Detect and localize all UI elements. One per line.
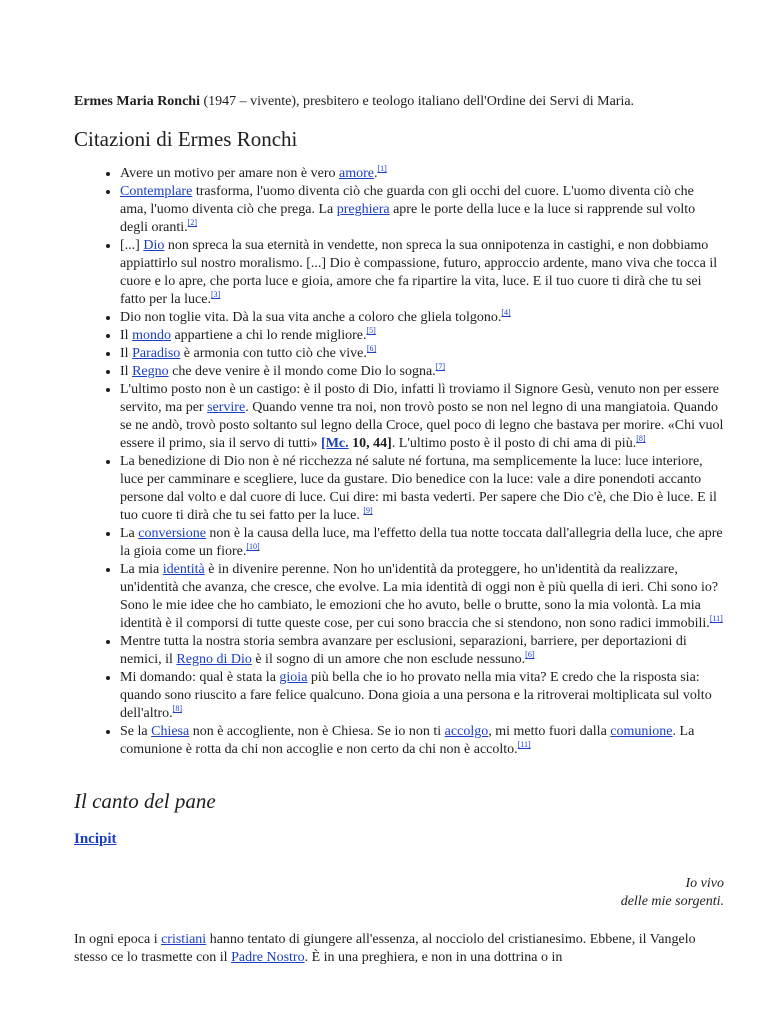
wiki-link[interactable]: preghiera	[336, 202, 390, 217]
text-run: è in divenire perenne. Non ho un'identità da proteggere, ho un'identità da realizzare, un'identità che avanza, che cresce, che evolve. La mia identità di oggi non è più quella di ieri. Chi sono io? Sono le mie idee che ho cambiato, le emozioni che ho avuto, belle o brutte, sono la mia volontà. La mia identità è il comporsi di tutte queste cose, per cui sono braccia che si stendono, non sono radici immobili.	[120, 562, 719, 631]
intro-text: (1947 – vivente), presbitero e teologo italiano dell'Ordine dei Servi di Maria.	[199, 94, 635, 109]
quote-item	[120, 525, 724, 561]
quote-item	[120, 453, 724, 525]
quote-item	[120, 345, 724, 363]
wiki-link[interactable]: identità	[162, 562, 205, 577]
text-run: , mi metto fuori dalla	[488, 724, 611, 739]
incipit-link[interactable]: Incipit	[74, 831, 117, 847]
text-run: è il sogno di un amore che non esclude nessuno.	[251, 652, 526, 667]
wiki-link[interactable]: Chiesa	[151, 724, 190, 739]
quote-item	[120, 363, 724, 381]
reference-link[interactable]: [7]	[435, 362, 446, 371]
reference-link[interactable]: [6]	[366, 344, 377, 353]
reference-link[interactable]: [1]	[377, 164, 387, 173]
text-run: In ogni epoca i	[74, 932, 162, 947]
source-verse: 10, 44]	[348, 436, 392, 451]
quote-item	[120, 633, 724, 669]
quote-item	[120, 381, 724, 453]
text-run: La mia	[120, 562, 163, 577]
text-run: che deve venire è il mondo come Dio lo sogna.	[168, 364, 436, 379]
quote-item	[120, 327, 724, 345]
canto-title: Il canto del pane	[74, 789, 216, 813]
reference-link[interactable]: [4]	[501, 308, 511, 317]
quote-item	[120, 309, 724, 327]
text-run: hanno tentato di giungere all'essenza, al nocciolo del cristianesimo. Ebbene, il Vangelo stesso ce lo trasmette con il	[74, 932, 696, 965]
wiki-link[interactable]: Paradiso	[132, 346, 181, 361]
bible-source[interactable]	[321, 436, 392, 451]
text-run: . È in una preghiera, e non in una dottrina o in	[304, 950, 563, 965]
section-title: Citazioni di Ermes Ronchi	[74, 127, 298, 151]
wiki-link[interactable]: cristiani	[161, 932, 207, 947]
wiki-link[interactable]: Dio	[143, 238, 165, 253]
wiki-link[interactable]: Padre Nostro	[231, 950, 305, 965]
reference-link[interactable]: [6]	[525, 650, 535, 659]
quote-item	[120, 723, 724, 759]
text-run: La	[120, 526, 139, 541]
text-run: non spreca la sua eternità in vendette, non spreca la sua onnipotenza in castighi, e non dobbiamo appiattirlo sul nostro moralismo. [...] Dio è compassione, futuro, approccio ardente, mano viva che tocca il cuore e lo apre, che porta luce e gioia, amore che fa ripartire la vita, luce. E il tuo cuore ti dirà che tu sei fatto per la luce.	[120, 238, 718, 307]
wiki-link[interactable]: Regno di Dio	[176, 652, 252, 667]
text-run: Il	[120, 364, 133, 379]
reference-link[interactable]: [3]	[210, 290, 221, 299]
wiki-link[interactable]: Regno	[132, 364, 169, 379]
text-run: non è la causa della luce, ma l'effetto della tua notte toccata dall'allegria della luce, che apre la gioia come un fiore.	[120, 526, 723, 559]
wiki-link[interactable]: servire	[207, 400, 246, 415]
reference-link[interactable]: [10]	[246, 542, 260, 551]
wiki-link[interactable]: amore	[339, 166, 374, 181]
poem-line: delle mie sorgenti.	[620, 894, 724, 909]
wiki-link[interactable]: Contemplare	[120, 184, 193, 199]
text-run: Mi domando: qual è stata la	[120, 670, 280, 685]
text-run: non è accogliente, non è Chiesa. Se io non ti	[189, 724, 445, 739]
text-run: Il	[120, 346, 133, 361]
text-run: apre le porte della luce e la luce si rapprende sul volto degli oranti.	[120, 202, 696, 235]
reference-link[interactable]: [11]	[709, 614, 723, 623]
text-run: . Quando venne tra noi, non trovò posto se non nel legno di una mangiatoia. Quando se ne andò, trovò posto soltanto sul legno della Croce, quel poco di legno che bastava per morire. «Chi vuol essere il primo, sia il servo di tutti»	[120, 400, 724, 451]
reference-link[interactable]: [11]	[517, 740, 531, 749]
text-run: . L'ultimo posto è il posto di chi ama di più.	[391, 436, 637, 451]
poem-line: Io vivo	[685, 876, 724, 891]
text-run: [...]	[120, 238, 144, 253]
article	[74, 93, 724, 967]
quote-item	[120, 237, 724, 309]
intro-paragraph	[74, 93, 724, 111]
text-run: La benedizione di Dio non è né ricchezza né salute né fortuna, ma semplicemente la luce: luce interiore, luce per camminare e scegliere, luce da gustare. Dio benedice con la luce: vale a dire ponendoti accanto persone dal volto e dal cuore di luce. Cui dire: mi basta vederti. Per sapere che Dio c'è, che Dio è luce. E il tuo cuore ti dirà che tu sei fatto per la luce.	[120, 454, 717, 523]
text-run: . La comunione è rotta da chi non accoglie e non certo da chi non è accolto.	[120, 724, 695, 757]
quote-item	[120, 165, 724, 183]
wiki-link[interactable]: accolgo	[444, 724, 489, 739]
reference-link[interactable]: [2]	[187, 218, 197, 227]
text-run: .	[373, 166, 378, 181]
author-name: Ermes Maria Ronchi	[74, 94, 200, 109]
wiki-link[interactable]: conversione	[138, 526, 206, 541]
text-run: è armonia con tutto ciò che vive.	[180, 346, 367, 361]
text-run: Mentre tutta la nostra storia sembra avanzare per esclusioni, separazioni, barriere, per deportazioni di nemici, il	[120, 634, 687, 667]
text-run: Dio non toglie vita. Dà la sua vita anche a coloro che gliela tolgono.	[120, 310, 502, 325]
quotes-list	[74, 165, 724, 759]
quote-item	[120, 669, 724, 723]
source-book[interactable]: [Mc.	[321, 436, 349, 451]
quote-item	[120, 561, 724, 633]
body-paragraph	[74, 931, 724, 967]
wiki-link[interactable]: gioia	[279, 670, 308, 685]
text-run: Avere un motivo per amare non è vero	[120, 166, 339, 181]
reference-link[interactable]: [5]	[366, 326, 376, 335]
text-run: più bella che io ho provato nella mia vita? E credo che la risposta sia: quando sono riuscito a fare felice qualcuno. Dona gioia a una persona e la ritroverai moltiplicata sul volto dell'altro.	[120, 670, 712, 721]
poem-excerpt	[74, 875, 724, 911]
reference-link[interactable]: [9]	[363, 506, 373, 515]
text-run: Il	[120, 328, 133, 343]
quote-item	[120, 183, 724, 237]
wiki-link[interactable]: comunione	[610, 724, 673, 739]
wiki-link[interactable]: mondo	[132, 328, 171, 343]
text-run: appartiene a chi lo rende migliore.	[170, 328, 367, 343]
text-run: Se la	[120, 724, 152, 739]
reference-link[interactable]: [8]	[636, 434, 646, 443]
text-run: L'ultimo posto non è un castigo: è il posto di Dio, infatti lì troviamo il Signore Gesù, venuto non per essere servito, ma per	[120, 382, 719, 415]
reference-link[interactable]: [8]	[172, 704, 182, 713]
text-run: trasforma, l'uomo diventa ciò che guarda con gli occhi del cuore. L'uomo diventa ciò che ama, l'uomo diventa ciò che prega. La	[120, 184, 694, 217]
incipit-heading	[74, 829, 724, 849]
